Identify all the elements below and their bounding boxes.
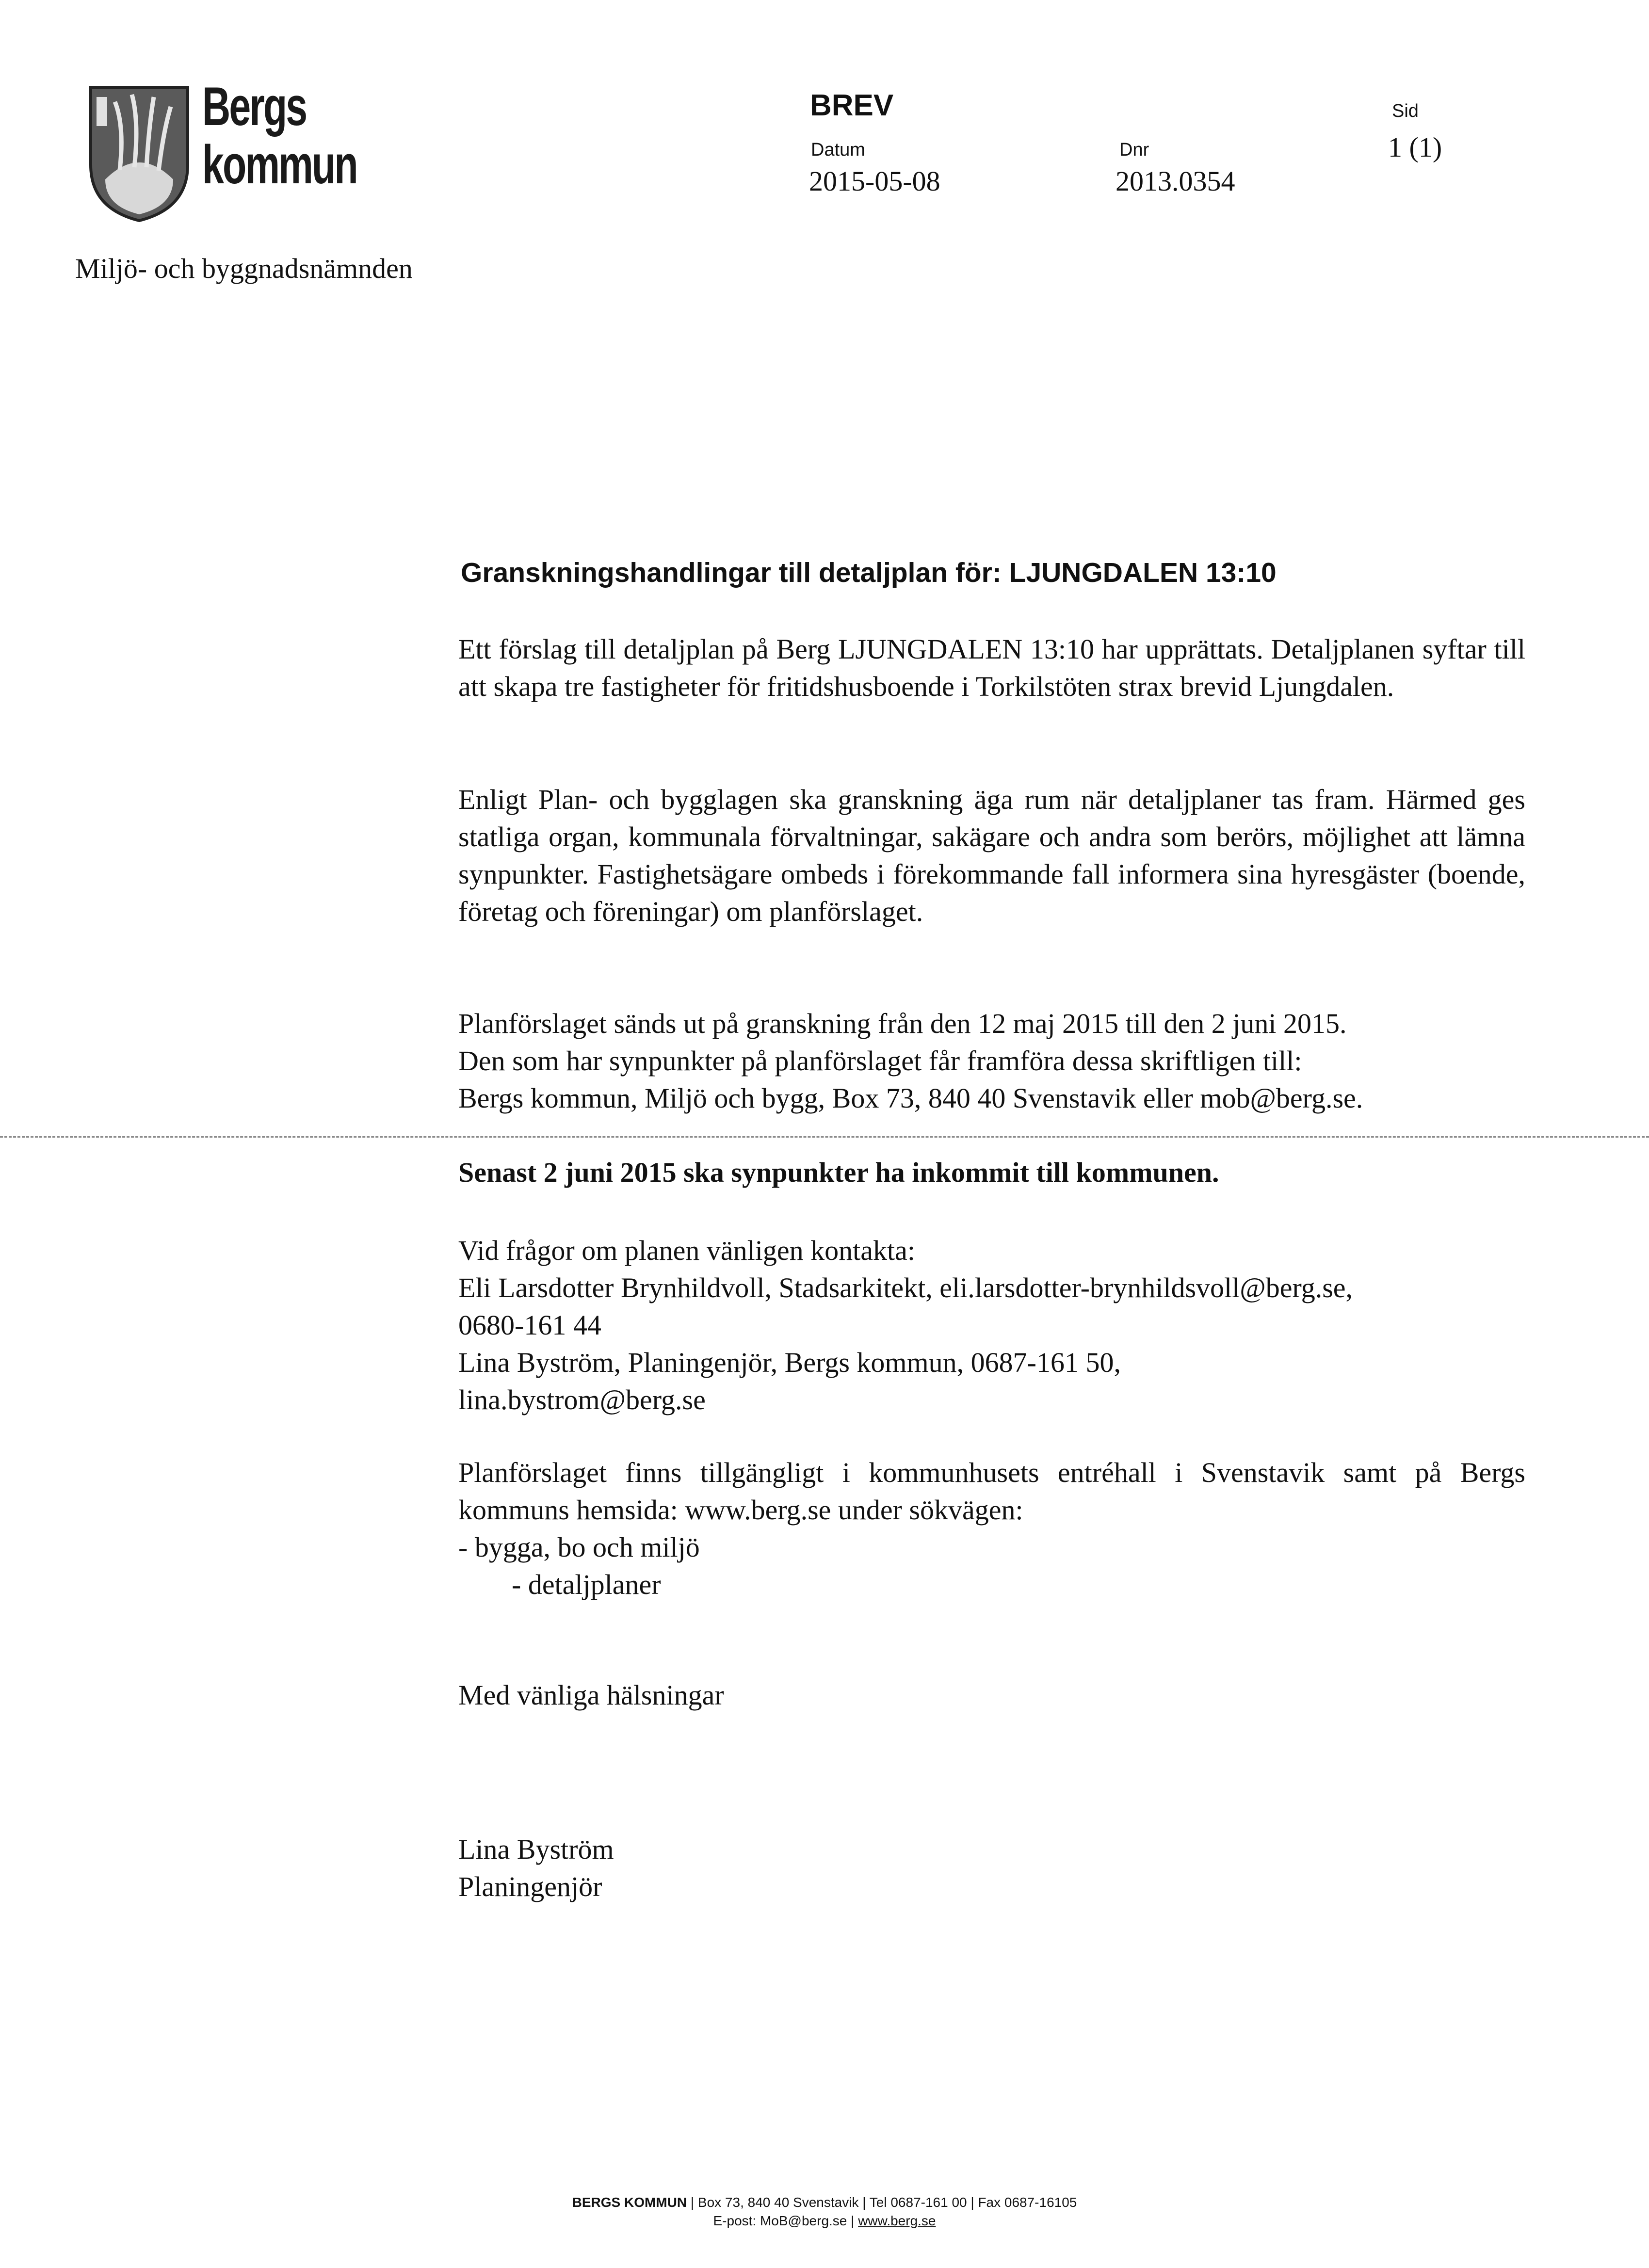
paragraph-availability	[458, 1454, 1525, 1603]
footer-email: E-post: MoB@berg.se |	[713, 2213, 858, 2228]
datum-value: 2015-05-08	[809, 165, 940, 197]
paragraph-review-period	[458, 1005, 1525, 1117]
contact-1-phone: 0680-161 44	[458, 1309, 601, 1341]
department-name: Miljö- och byggnadsnämnden	[75, 253, 413, 284]
footer-website-link[interactable]: www.berg.se	[858, 2213, 936, 2228]
review-period-line: Planförslaget sänds ut på granskning från den 12 maj 2015 till den 2 juni 2015.	[458, 1008, 1347, 1039]
dnr-value: 2013.0354	[1116, 165, 1235, 197]
footer-address-contact: | Box 73, 840 40 Svenstavik | Tel 0687-161 00 | Fax 0687-16105	[687, 2195, 1077, 2210]
paragraph-review-info: Enligt Plan- och bygglagen ska granskning äga rum när detaljplaner tas fram. Härmed ges statliga organ, kommunala förvaltningar, sakägare och andra som berörs, möjlighet att lämna synpunkter. Fastighetsägare ombeds i förekommande fall informera sina hyresgäster (boende, företag och föreningar) om planförslaget.	[458, 784, 1525, 927]
review-address-line: Bergs kommun, Miljö och bygg, Box 73, 840 40 Svenstavik eller mob@berg.se.	[458, 1082, 1363, 1114]
deadline-notice: Senast 2 juni 2015 ska synpunkter ha inkommit till kommunen.	[458, 1157, 1219, 1188]
contact-2-name-phone: Lina Byström, Planingenjör, Bergs kommun, 0687-161 50,	[458, 1347, 1121, 1378]
availability-text: Planförslaget finns tillgängligt i kommunhusets entréhall i Svenstavik samt på Bergs kommuns hemsida: www.berg.se under sökvägen:	[458, 1457, 1525, 1526]
contact-1-name-email: Eli Larsdotter Brynhildvoll, Stadsarkitekt, eli.larsdotter-brynhildsvoll@berg.se,	[458, 1272, 1353, 1303]
datum-label: Datum	[811, 140, 865, 160]
scan-divider	[0, 1136, 1649, 1138]
signature-name: Lina Byström	[458, 1834, 614, 1865]
site-path-level-2: - detaljplaner	[512, 1569, 661, 1600]
footer-line-email	[0, 2212, 1649, 2230]
contact-intro: Vid frågor om planen vänligen kontakta:	[458, 1235, 915, 1266]
logo-text-kommun: kommun	[202, 134, 357, 195]
letter-footer	[0, 2193, 1649, 2230]
logo-text-bergs: Bergs	[202, 76, 307, 137]
paragraph-proposal: Ett förslag till detaljplan på Berg LJUNGDALEN 13:10 har upprättats. Detaljplanen syftar till att skapa tre fastigheter för fritidshusboende i Torkilstöten strax brevid Ljungdalen.	[458, 633, 1525, 702]
sid-value: 1 (1)	[1388, 131, 1442, 163]
footer-org-name: BERGS KOMMUN	[572, 2195, 687, 2210]
signature-block	[458, 1831, 614, 1905]
letter-heading: Granskningshandlingar till detaljplan för: LJUNGDALEN 13:10	[461, 557, 1277, 588]
contact-block	[458, 1232, 1353, 1418]
site-path-level-1: - bygga, bo och miljö	[458, 1531, 700, 1563]
contact-2-email: lina.bystrom@berg.se	[458, 1384, 706, 1415]
coat-of-arms-icon	[86, 82, 193, 223]
footer-line-address	[0, 2193, 1649, 2212]
dnr-label: Dnr	[1119, 140, 1149, 160]
signature-title: Planingenjör	[458, 1871, 602, 1902]
closing-greeting: Med vänliga hälsningar	[458, 1679, 724, 1711]
document-type: BREV	[810, 89, 894, 122]
review-submit-line: Den som har synpunkter på planförslaget får framföra dessa skriftligen till:	[458, 1045, 1302, 1077]
sid-label: Sid	[1392, 101, 1419, 121]
bergs-kommun-logo	[75, 78, 366, 228]
